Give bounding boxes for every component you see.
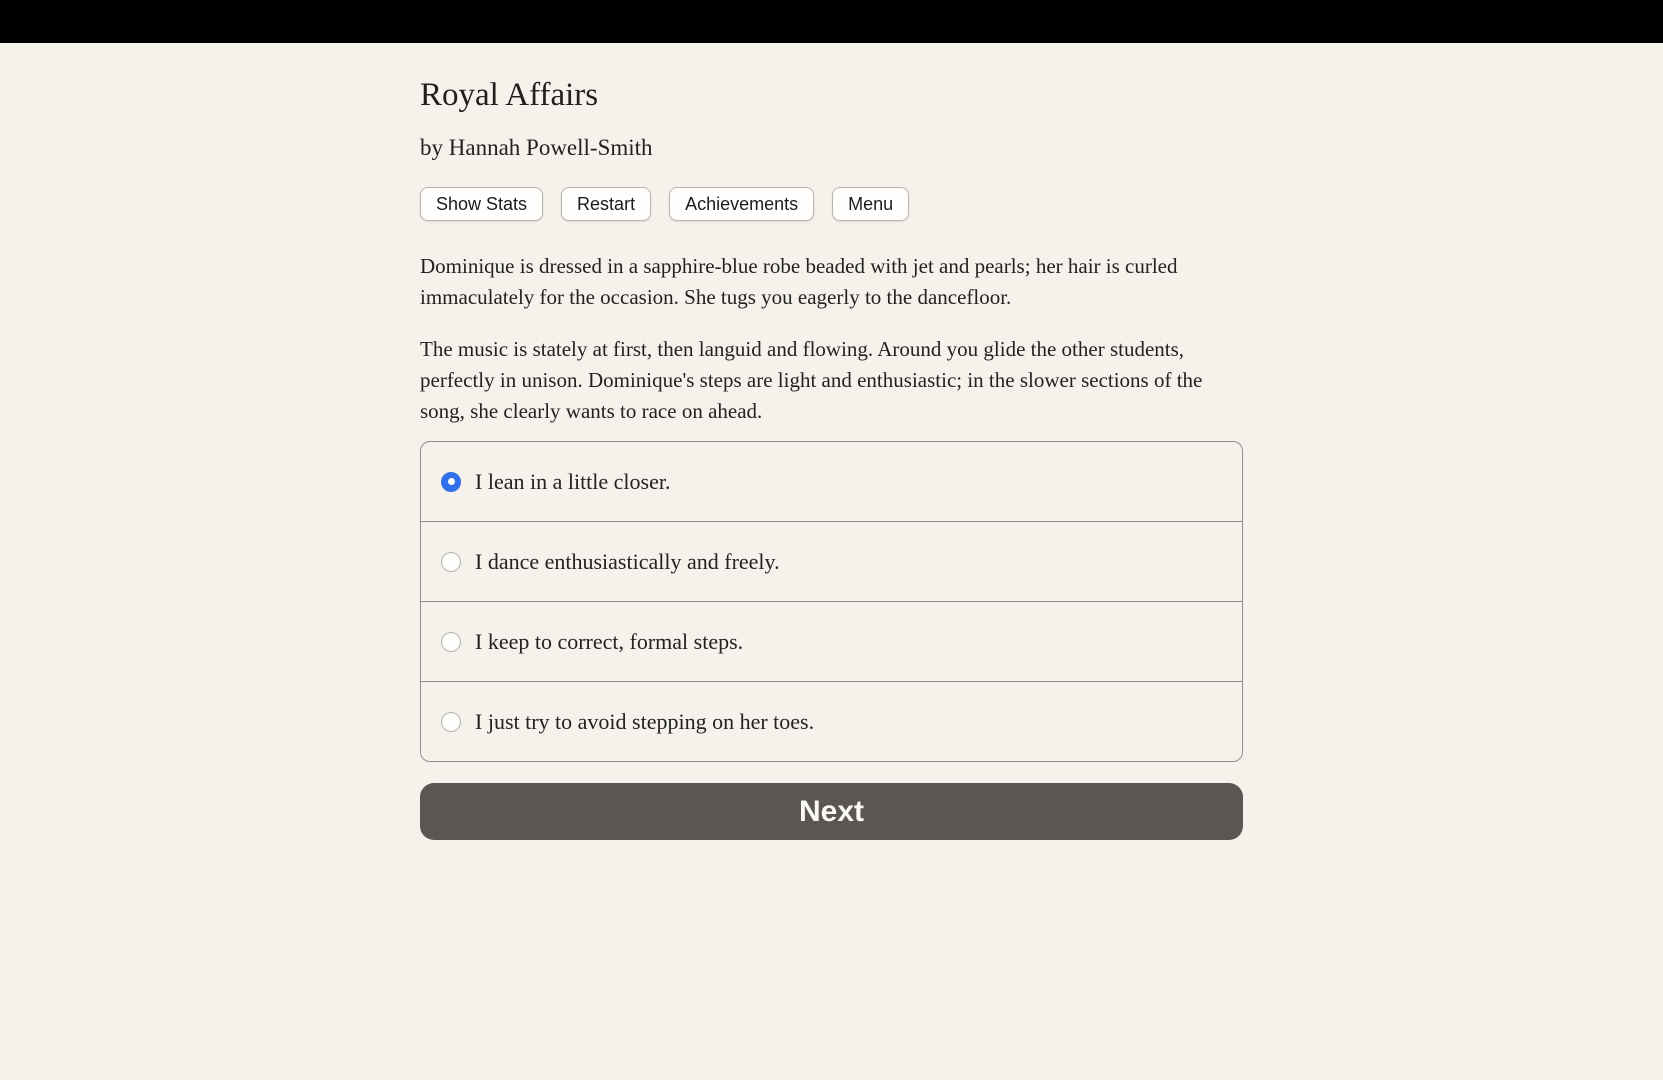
toolbar	[420, 187, 1243, 221]
game-title: Royal Affairs	[420, 77, 599, 113]
next-button[interactable]: Next	[420, 783, 1243, 840]
radio-button[interactable]	[441, 712, 461, 732]
choice-list	[420, 441, 1243, 762]
choice-label: I dance enthusiastically and freely.	[475, 548, 780, 574]
restart-button[interactable]: Restart	[561, 187, 651, 221]
story-paragraph: Dominique is dressed in a sapphire-blue robe beaded with jet and pearls; her hair is curled immaculately for the occasion. She tugs you eagerly to the dancefloor.	[420, 254, 1178, 309]
choice-label: I lean in a little closer.	[475, 468, 671, 494]
story-text	[420, 251, 1243, 427]
author-byline: by Hannah Powell-Smith	[420, 135, 653, 160]
choice-option-3[interactable]	[421, 601, 1242, 681]
choice-option-2[interactable]	[421, 521, 1242, 601]
choice-label: I keep to correct, formal steps.	[475, 628, 744, 654]
radio-button[interactable]	[441, 552, 461, 572]
choice-option-4[interactable]	[421, 681, 1242, 761]
achievements-button[interactable]: Achievements	[669, 187, 814, 221]
story-paragraph: The music is stately at first, then languid and flowing. Around you glide the other students, perfectly in unison. Dominique's steps are light and enthusiastic; in the slower sections of the song, she clearly wants to race on ahead.	[420, 337, 1203, 423]
choice-label: I just try to avoid stepping on her toes.	[475, 708, 815, 734]
game-content	[420, 43, 1243, 840]
choice-option-1[interactable]	[421, 442, 1242, 521]
letterbox-top-bar	[0, 0, 1663, 43]
menu-button[interactable]: Menu	[832, 187, 909, 221]
show-stats-button[interactable]: Show Stats	[420, 187, 543, 221]
radio-button[interactable]	[441, 472, 461, 492]
radio-button[interactable]	[441, 632, 461, 652]
